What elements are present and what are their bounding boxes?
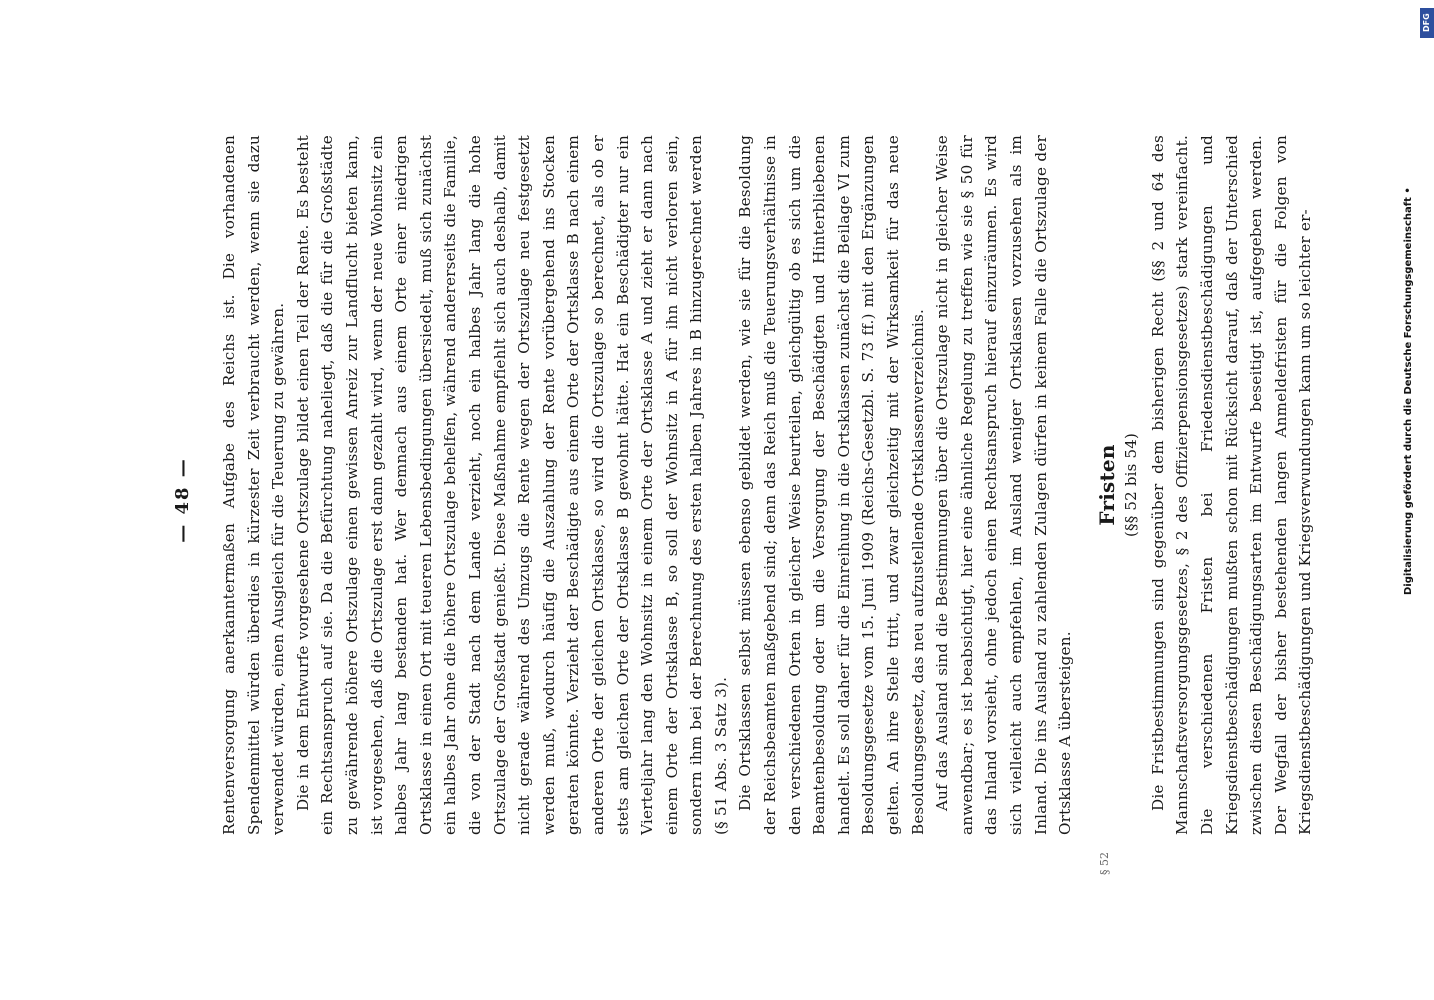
margin-note: § 52 <box>1098 852 1111 875</box>
paragraph: Die Ortsklassen selbst müssen ebenso gebildet werden, wie sie für die Besoldung der Reichsbeamten maßgebend sind; denn das Reich muß die Teuerungsverhältnisse in den verschiedenen Orten in gleicher Weise beurteilen, gleichgültig ob es sich um die Beamtenbesoldung oder um die Versorgung der Beschädigten und Hinterbliebenen handelt. Es soll daher für die Einreihung in die Ortsklassen zunächst die Beilage VI zum Besoldungsgesetze vom 15. Juni 1909 (Reichs-Gesetzbl. S. 73 ff.) mit den Ergänzungen gelten. An ihre Stelle tritt, und zwar gleichzeitig mit der Wirksamkeit für das neue Besoldungsgesetz, das neu aufzustellende Ortsklassenverzeichnis. <box>736 135 927 835</box>
paragraph: Auf das Ausland sind die Bestimmungen über die Ortszulage nicht in gleicher Weise anwendbar; es ist beabsichtigt, hier eine ähnliche Regelung zu treffen wie sie § 50 für das Inland vorsieht, ohne jedoch einen Rechtsanspruch hierauf einzuräumen. Es wird sich vielleicht auch empfehlen, im Ausland weniger Ortsklassen vorzusehen als im Inland. Die ins Ausland zu zahlenden Zulagen dürfen in keinem Falle die Ortszulage der Ortsklasse A übersteigen. <box>933 135 1075 835</box>
dfg-credit: Digitalisierung gefördert durch die Deutsche Forschungsgemeinschaft • <box>1403 187 1414 595</box>
paragraph: Die in dem Entwurfe vorgesehene Ortszulage bildet einen Teil der Rente. Es besteht ein Rechtsanspruch auf sie. Da die Befürchtung naheliegt, daß die für die Großstädte zu gewährende höhere Ortszulage einen gewissen Anreiz zur Landflucht bieten kann, ist vorgesehen, daß die Ortszulage erst dann gezahlt wird, wenn der neue Wohnsitz ein halbes Jahr lang bestanden hat. Wer demnach aus einem Orte einer niedrigen Ortsklasse in einen Ort mit teueren Lebensbedingungen übersiedelt, muß sich zunächst ein halbes Jahr ohne die höhere Ortszulage behelfen, während andererseits die Familie, die von der Stadt nach dem Lande verzieht, noch ein halbes Jahr lang die hohe Ortszulage der Großstadt genießt. Diese Maßnahme empfiehlt sich auch deshalb, damit nicht gerade während des Umzugs die Rente wegen der Ortszulage neu festgesetzt werden muß, wodurch häufig die Auszahlung der Rente vorübergehend ins Stocken geraten könnte. Verzieht der Beschädigte aus einem Orte der Ortsklasse B nach einem anderen Orte der gleichen Ortsklasse, so wird die Ortszulage so berechnet, als ob er stets am gleichen Orte der Ortsklasse B gewohnt hätte. Hat ein Beschädigter nur ein Vierteljahr lang den Wohnsitz in einem Orte der Ortsklasse A und zieht er dann nach einem Orte der Ortsklasse B, so soll der Wohnsitz in A für ihn nicht verloren sein, sondern ihm bei der Berechnung des ersten halben Jahres in B hinzugerechnet werden (§ 51 Abs. 3 Satz 3). <box>293 135 730 835</box>
dfg-logo-icon: DFG <box>1420 8 1434 38</box>
paragraph: Die Fristbestimmungen sind gegenüber dem bisherigen Recht (§§ 2 und 64 des Mannschaftsversorgungsgesetzes, § 2 des Offizierpensionsgesetzes) stark vereinfacht. Die verschiedenen Fristen bei Friedensdienstbeschädigungen und Kriegsdienstbeschädigungen mußten schon mit Rücksicht darauf, daß der Unterschied zwischen diesen Beschädigungsarten im Entwurfe beseitigt ist, aufgegeben werden. Der Wegfall der bisher bestehenden langen Anmeldefristen für die Folgen von Kriegsdienstbeschädigungen und Kriegsverwundungen kann um so leichter er- <box>1148 135 1315 835</box>
page-number: — 48 — <box>172 457 193 543</box>
section-subtitle: (§§ 52 bis 54) <box>1121 432 1140 538</box>
page-body <box>217 135 1318 835</box>
section-title: Fristen <box>1094 444 1119 526</box>
paragraph: Rentenversorgung anerkanntermaßen Aufgabe des Reichs ist. Die vorhandenen Spendenmittel würden überdies in kürzester Zeit verbraucht werden, wenn sie dazu verwendet würden, einen Ausgleich für die Teuerung zu gewähren. <box>220 135 288 835</box>
rotated-page <box>77 60 1357 940</box>
